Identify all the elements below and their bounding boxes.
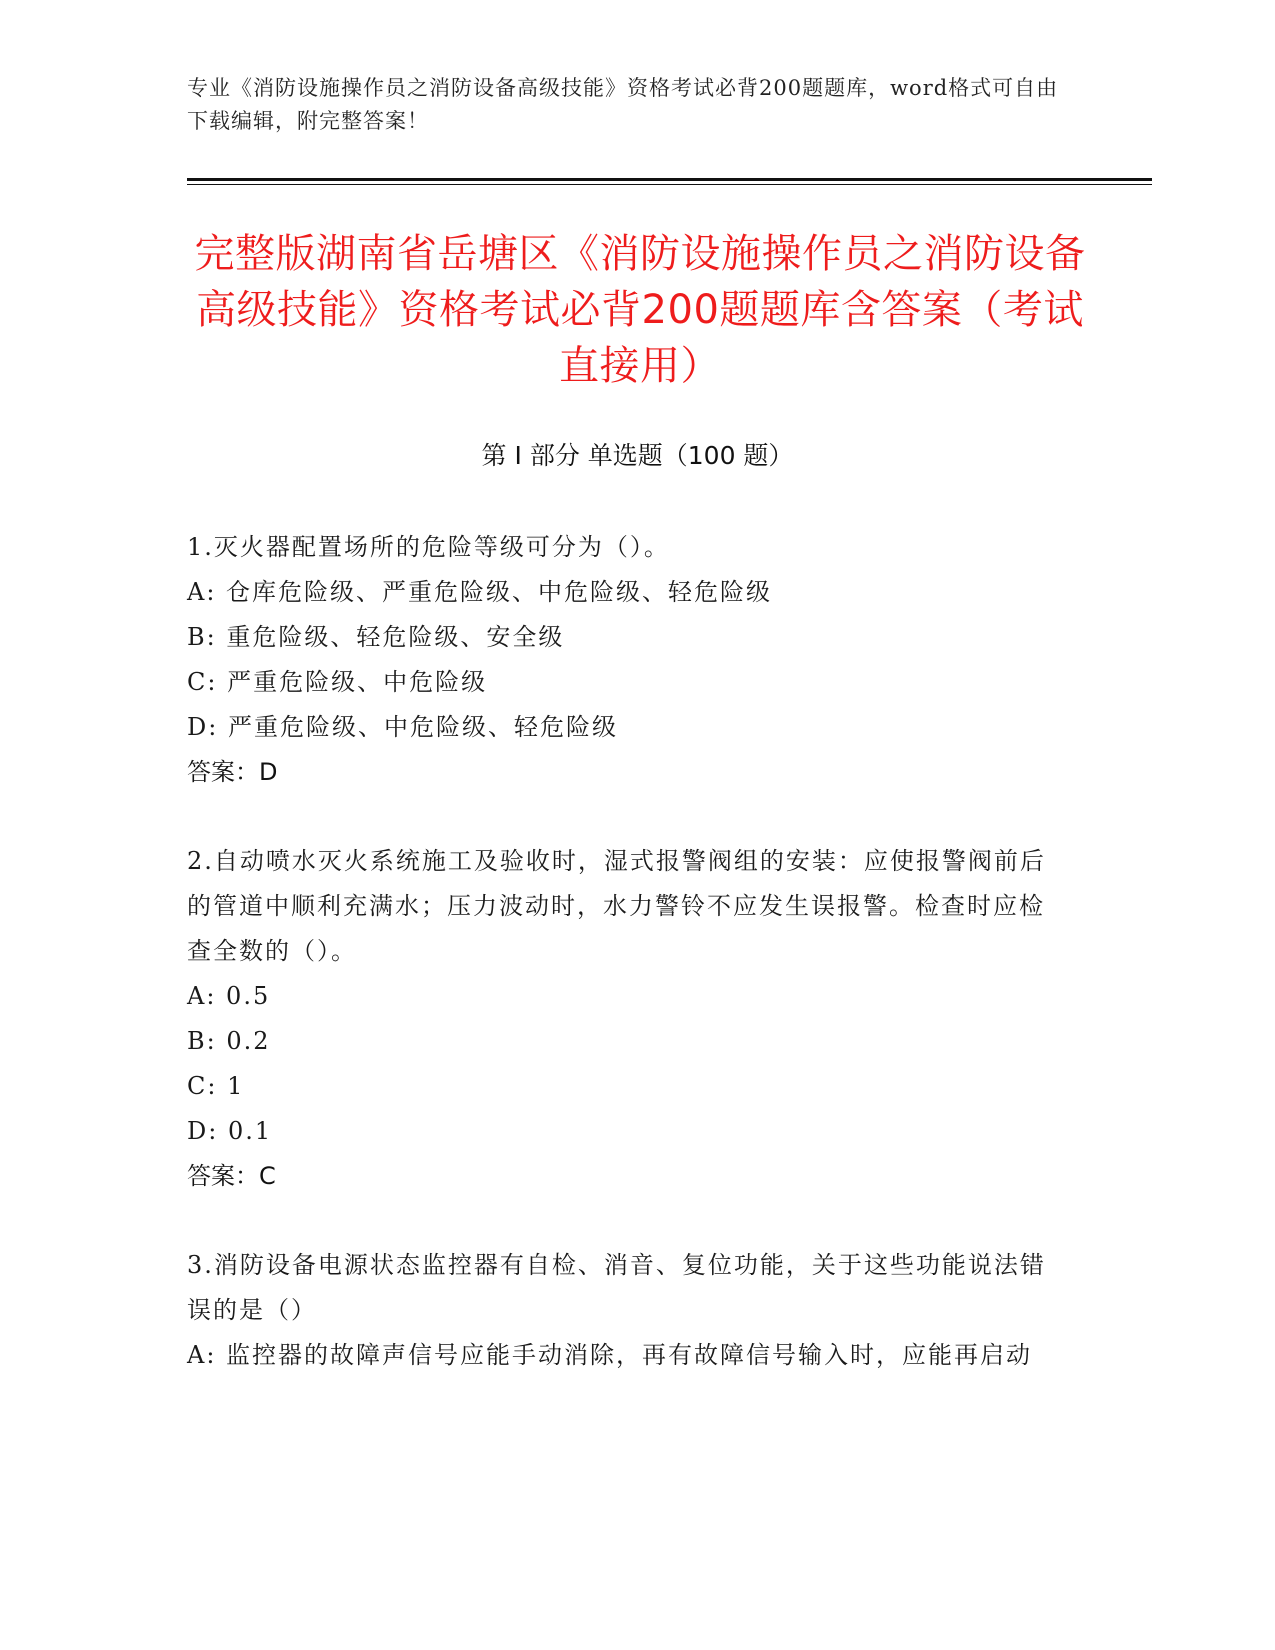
question-list [187,525,1067,1422]
option-b: B: 重危险级、轻危险级、安全级 [187,623,565,651]
question-text: 2.自动喷水灭火系统施工及验收时，湿式报警阀组的安装：应使报警阀前后的管道中顺利充满水；压力波动时，水力警铃不应发生误报警。检查时应检查全数的（）。 [187,847,1046,965]
option-a: A: 仓库危险级、严重危险级、中危险级、轻危险级 [187,578,773,606]
option-d: D: 严重危险级、中危险级、轻危险级 [187,713,618,741]
answer-line: 答案：D [187,758,278,786]
question-2 [187,839,1067,1199]
question-text: 1.灭火器配置场所的危险等级可分为（）。 [187,533,670,561]
header-note: 专业《消防设施操作员之消防设备高级技能》资格考试必背200题题库，word格式可自由下载编辑，附完整答案！ [187,76,1059,133]
option-c: C: 1 [187,1072,245,1100]
option-d: D: 0.1 [187,1117,273,1145]
question-1 [187,525,1067,795]
header-divider-thick [187,178,1152,181]
question-3 [187,1243,1067,1378]
option-a: A: 监控器的故障声信号应能手动消除，再有故障信号输入时，应能再启动 [187,1341,1033,1369]
section-heading: 第 I 部分 单选题（100 题） [481,441,794,470]
option-a: A: 0.5 [187,982,271,1010]
document-title: 完整版湖南省岳塘区《消防设施操作员之消防设备高级技能》资格考试必背200题题库含答案（考试直接用） [194,231,1086,389]
answer-line: 答案：C [187,1162,276,1190]
question-text: 3.消防设备电源状态监控器有自检、消音、复位功能，关于这些功能说法错误的是（） [187,1251,1046,1324]
header-divider-thin [187,184,1152,185]
option-c: C: 严重危险级、中危险级 [187,668,488,696]
option-b: B: 0.2 [187,1027,271,1055]
